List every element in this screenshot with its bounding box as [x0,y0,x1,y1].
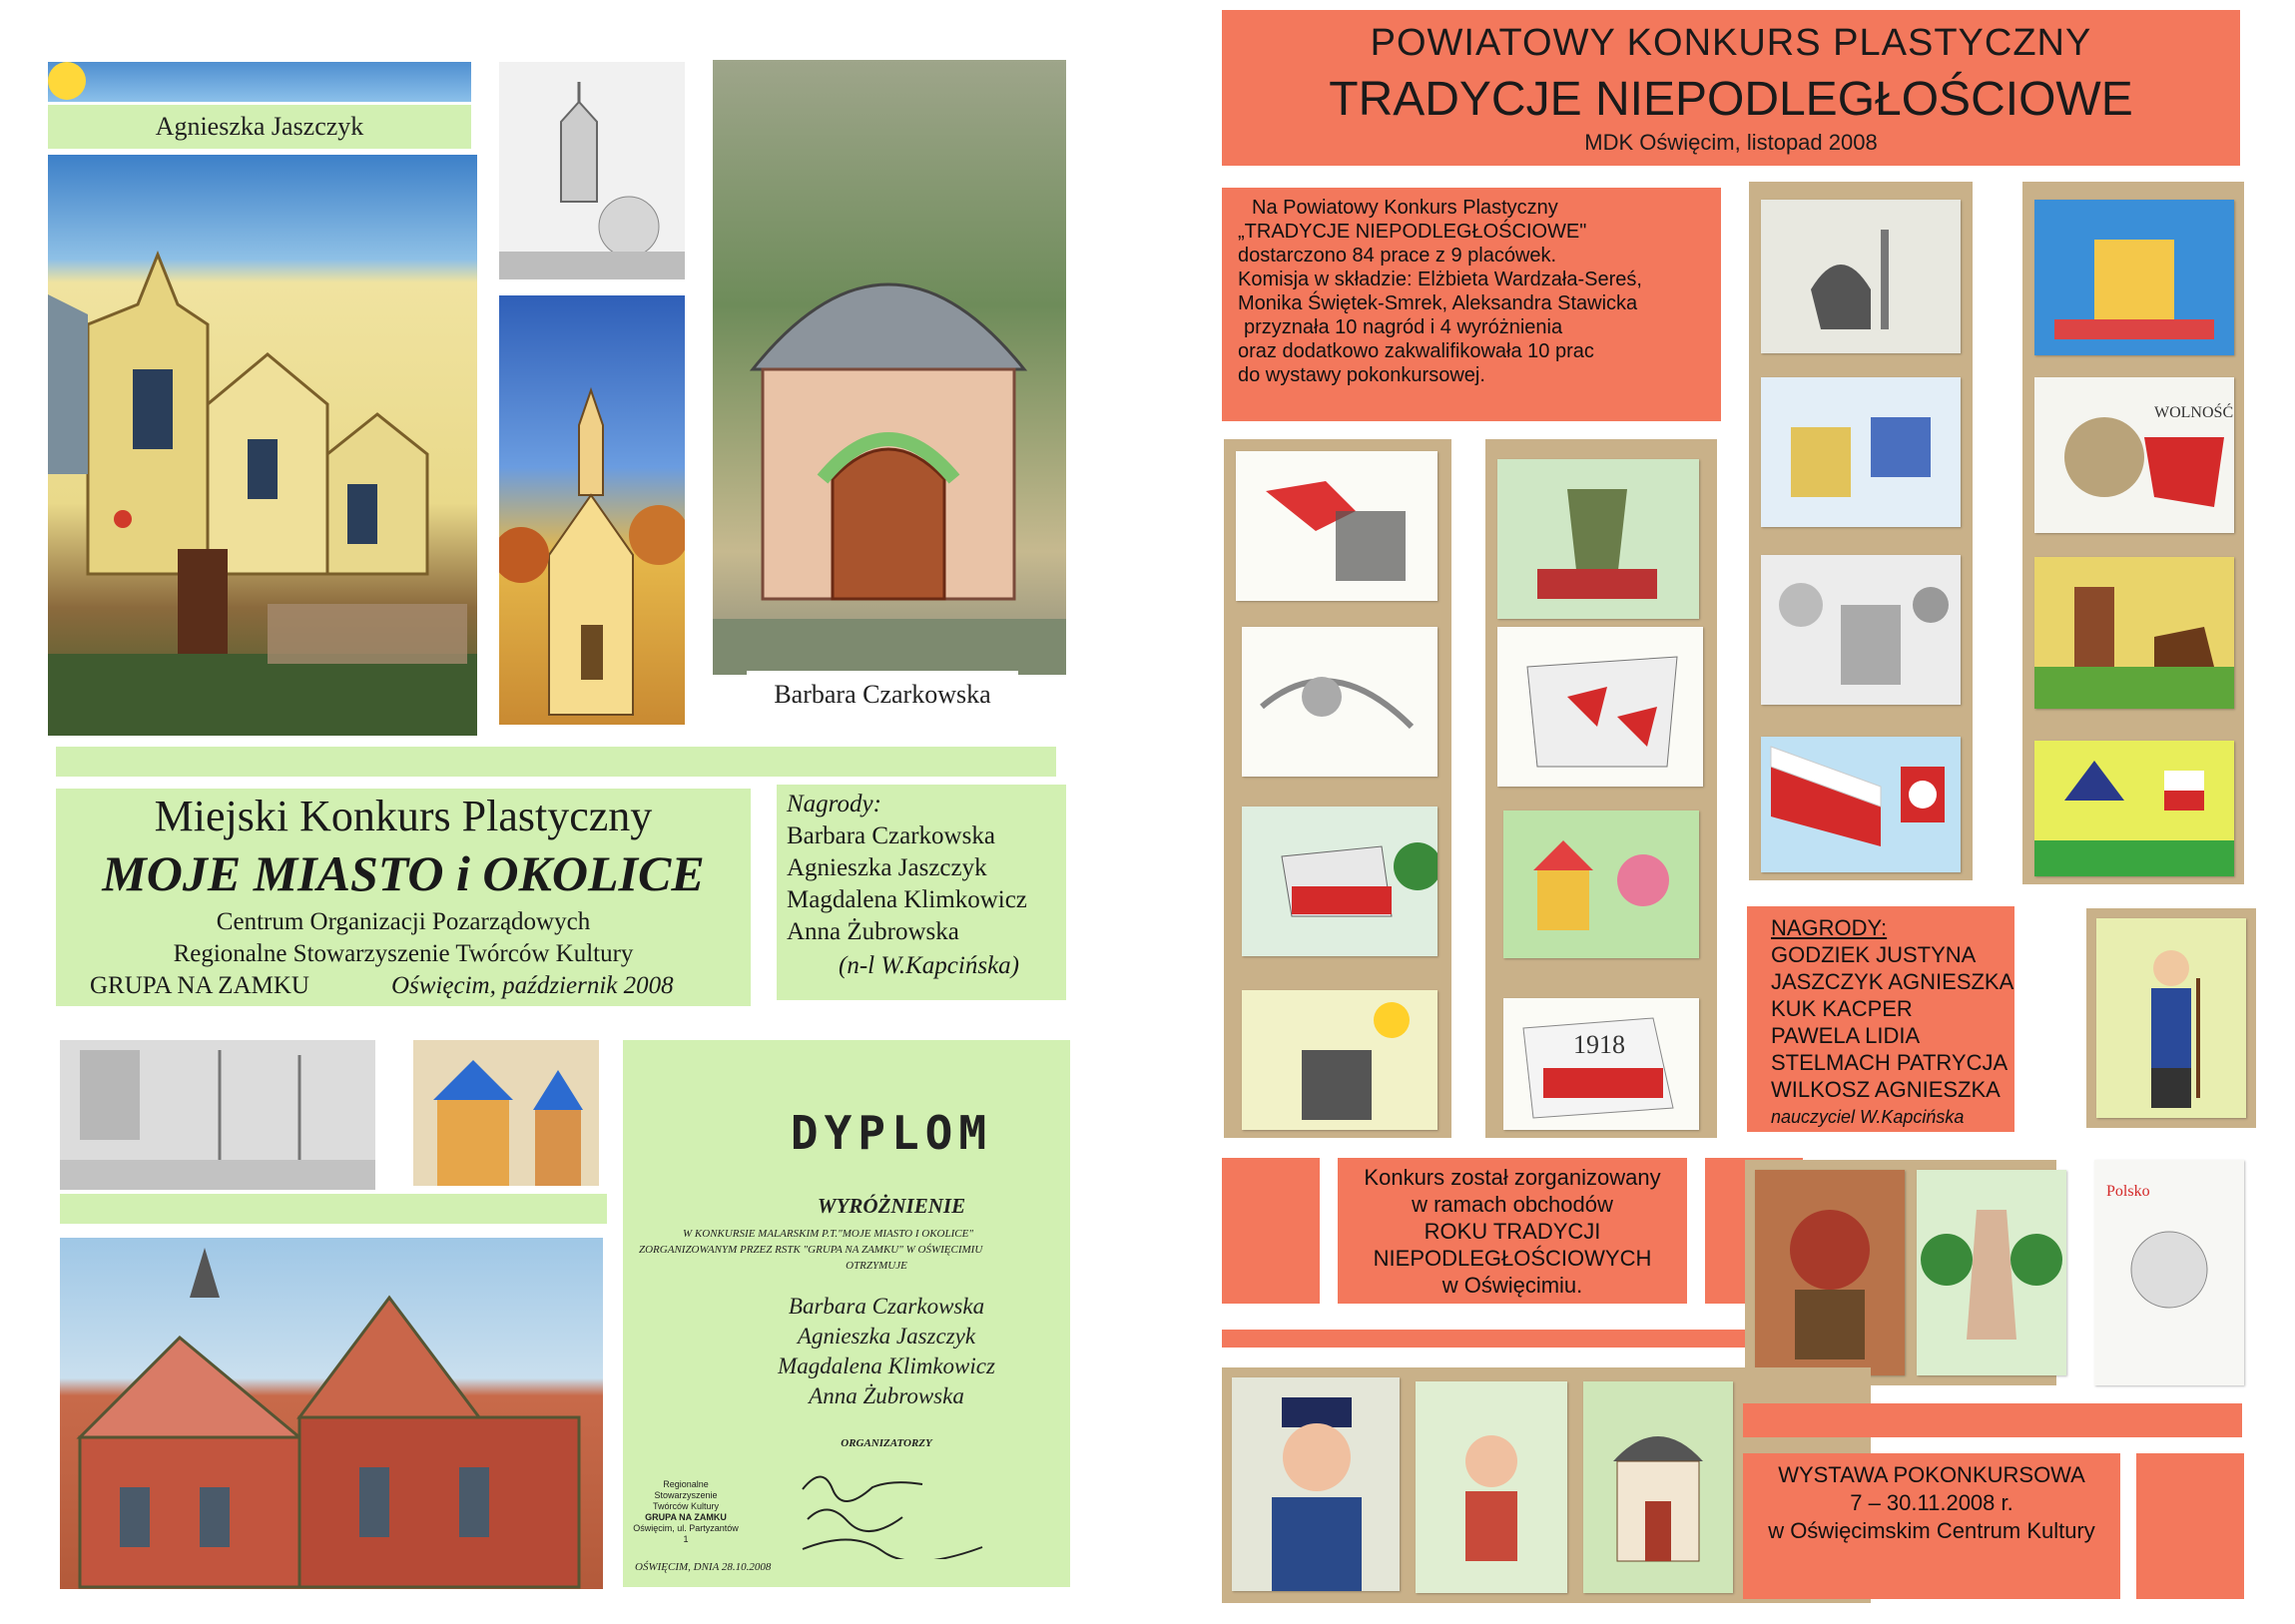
contest-title-box [56,789,751,1006]
awards-heading: Nagrody: [787,791,881,817]
artwork-photo [1236,451,1437,601]
prizes-teacher: nauczyciel W.Kapcińska [1771,1107,1965,1127]
left-page [0,0,1138,1624]
awards-teacher: (n-l W.Kapcińska) [839,952,1019,979]
artwork-photo [1761,737,1961,872]
exhibition-line: WYSTAWA POKONKURSOWA [1778,1462,2085,1487]
winter-sketch-drawing [60,1040,375,1190]
artwork-photo [1242,990,1437,1130]
sun-icon [48,62,86,100]
right-page [1146,0,2295,1624]
prizes-box [1747,906,2014,1132]
awards-box [777,785,1066,1000]
artwork-photo [2034,557,2234,709]
exhibition-line: 7 – 30.11.2008 r. [1850,1490,2013,1515]
polsko-text: Polsko [2106,1183,2150,1200]
filler-block [2136,1453,2244,1599]
diploma-name: Agnieszka Jaszczyk [797,1324,976,1349]
header-banner [1222,10,2240,166]
org-line3: GRUPA NA ZAMKU [90,972,309,999]
intro-line: Na Powiatowy Konkurs Plastyczny [1252,197,1558,219]
small-church-drawing [413,1040,599,1186]
diploma-name: Barbara Czarkowska [788,1294,985,1319]
intro-box [1222,188,1721,421]
divider-bar [56,747,1056,777]
artwork-photo [1232,1377,1400,1591]
artwork-photo [2034,741,2234,876]
painting-church-colored [499,295,685,725]
chapel-drawing [713,60,1066,675]
diploma-subtitle: WYRÓŻNIENIE [817,1194,966,1218]
organized-line: Konkurs został zorganizowany [1364,1165,1661,1190]
diploma [623,1040,1070,1587]
artwork-photo [1242,807,1437,956]
diploma-body-line1: W KONKURSIE MALARSKIM P.T."MOJE MIASTO I OKOLICE" [683,1228,973,1240]
artwork-photo [1416,1381,1567,1593]
stamp-line2: Twórców Kultury [652,1501,720,1511]
stamp-line3: GRUPA NA ZAMKU [645,1512,727,1522]
prize-item: GODZIEK JUSTYNA [1771,942,1977,967]
org-line1: Centrum Organizacji Pozarządowych [216,908,591,935]
divider-bar-small [60,1194,607,1224]
artwork-photo [1761,200,1961,353]
photo-board-2 [1485,439,1717,1138]
exhibition-line: w Oświęcimskim Centrum Kultury [1768,1518,2095,1543]
header-line2: TRADYCJE NIEPODLEGŁOŚCIOWE [1329,73,2133,126]
artwork-photo [1755,1170,1905,1375]
organized-line: w ramach obchodów [1412,1192,1613,1217]
artwork-photo [1503,998,1699,1130]
artwork-photo [1503,811,1699,958]
diploma-name: Anna Żubrowska [809,1383,964,1408]
stamp-line4: Oświęcim, ul. Partyzantów 1 [633,1523,739,1544]
painting-chapel [713,60,1066,675]
award-item: Anna Żubrowska [787,918,959,945]
filler-block [1222,1158,1320,1304]
organized-line: w Oświęcimiu. [1441,1273,1583,1298]
prize-item: KUK KACPER [1771,996,1913,1021]
org-line2: Regionalne Stowarzyszenie Twórców Kultury [173,940,634,967]
organized-box [1338,1158,1687,1304]
wolnosc-text: WOLNOŚĆ [2154,404,2234,421]
diploma-body-line3: OTRZYMUJE [846,1260,907,1272]
painting-church-sketch [499,62,685,279]
year-text: 1918 [1573,1030,1625,1059]
artwork-soldier-frame [2086,908,2256,1128]
header-line1: POWIATOWY KONKURS PLASTYCZNY [1370,22,2092,64]
artwork-photo [1761,555,1961,705]
intro-line: „TRADYCJE NIEPODLEGŁOŚCIOWE" [1238,221,1587,243]
award-item: Agnieszka Jaszczyk [787,854,987,881]
artwork-photo [2034,377,2234,533]
contest-title-line2: MOJE MIASTO i OKOLICE [102,845,705,901]
photo-board-1 [1224,439,1451,1138]
photo-board-4 [2022,182,2244,884]
prize-item: PAWELA LIDIA [1771,1023,1921,1048]
artwork-photo [2096,918,2246,1118]
artwork-photo [1497,627,1703,787]
diploma-organizers: ORGANIZATORZY [841,1437,932,1449]
painting-red-church [60,1238,603,1589]
photo-board-3 [1749,182,1973,880]
intro-line: Komisja w składzie: Elżbieta Wardzała-Sereś, [1238,269,1642,290]
diploma-date: OŚWIĘCIM, DNIA 28.10.2008 [635,1561,772,1573]
organized-line: NIEPODLEGŁOŚCIOWYCH [1373,1246,1652,1271]
diploma-body-line2: ZORGANIZOWANYM PRZEZ RSTK "GRUPA NA ZAMKU" W OŚWIĘCIMIU [639,1244,983,1256]
painting-townhall [48,155,477,736]
painting-small-church [413,1040,599,1186]
artwork-photo [1497,459,1699,619]
place-date: Oświęcim, październik 2008 [391,972,674,999]
intro-line: Monika Świętek-Smrek, Aleksandra Stawicka [1238,292,1638,314]
award-item: Barbara Czarkowska [787,822,995,849]
intro-line: do wystawy pokonkursowej. [1238,364,1485,386]
artwork-photo [1583,1381,1733,1593]
label-agnieszka: Agnieszka Jaszczyk [48,105,471,149]
organized-line: ROKU TRADYCJI [1424,1219,1601,1244]
exhibition-box [1743,1453,2120,1599]
diploma-signatures [793,1459,992,1559]
diploma-stamp [631,1479,741,1545]
painting-winter-sketch [60,1040,375,1190]
intro-line: przyznała 10 nagród i 4 wyróżnienia [1244,316,1563,338]
intro-line: dostarczono 84 prace z 9 placówek. [1238,245,1557,267]
intro-line: oraz dodatkowo zakwalifikowała 10 prac [1238,340,1594,362]
painting-top-strip [48,62,471,102]
artwork-photo [2034,200,2234,355]
header-line3: MDK Oświęcim, listopad 2008 [1584,130,1878,155]
prize-item: JASZCZYK AGNIESZKA [1771,969,2014,994]
church-sketch-drawing [499,62,685,279]
red-church-drawing [60,1238,603,1589]
church-colored-drawing [499,295,685,725]
artwork-photo [2094,1160,2244,1385]
label-barbara: Barbara Czarkowska [747,671,1018,719]
diploma-title: DYPLOM [790,1106,993,1160]
filler-bar [1743,1403,2242,1437]
contest-title-line1: Miejski Konkurs Plastyczny [154,792,653,840]
prize-item: WILKOSZ AGNIESZKA [1771,1077,2001,1102]
artwork-photo [1917,1170,2066,1375]
artwork-photo [1242,627,1437,777]
artwork-photo [1761,377,1961,527]
prize-item: STELMACH PATRYCJA [1771,1050,2008,1075]
stamp-line1: Regionalne Stowarzyszenie [654,1479,718,1500]
award-item: Magdalena Klimkowicz [787,886,1027,913]
townhall-drawing [48,155,477,736]
prizes-heading: NAGRODY: [1771,915,1888,940]
diploma-name: Magdalena Klimkowicz [778,1353,995,1378]
